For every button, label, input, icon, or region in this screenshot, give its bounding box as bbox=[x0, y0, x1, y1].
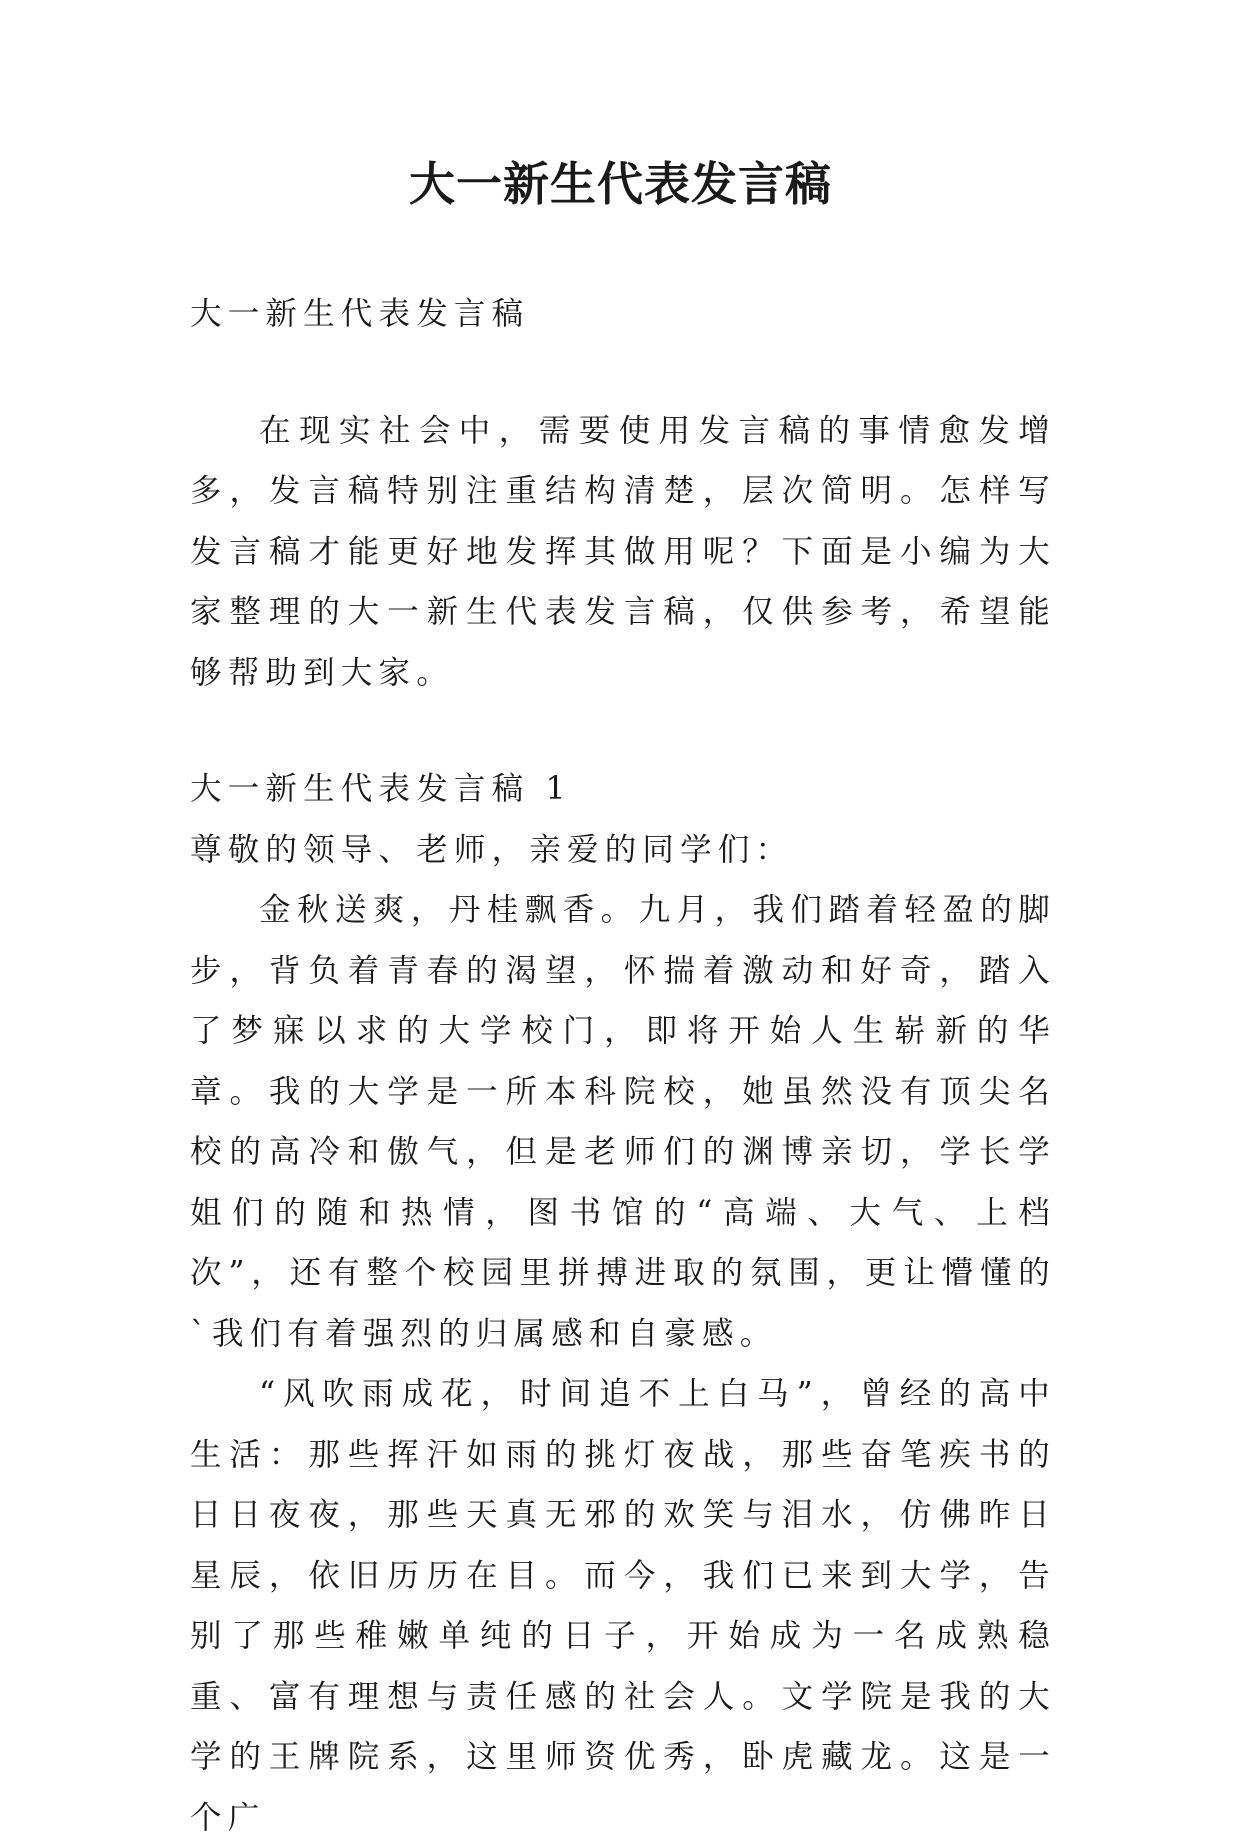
body-paragraph-1: 金秋送爽，丹桂飘香。九月，我们踏着轻盈的脚步，背负着青春的渴望，怀揣着激动和好奇，踏入了梦寐以求的大学校门，即将开始人生崭新的华章。我的大学是一所本科院校，她虽然没有顶尖名校的高冷和傲气，但是老师们的渊博亲切，学长学姐们的随和热情，图书馆的“高端、大气、上档次”，还有整个校园里拼搏进取的氛围，更让懵懂的`我们有着强烈的归属感和自豪感。 bbox=[190, 892, 1056, 1352]
intro-paragraph: 在现实社会中，需要使用发言稿的事情愈发增多，发言稿特别注重结构清楚，层次简明。怎样写发言稿才能更好地发挥其做用呢？下面是小编为大家整理的大一新生代表发言稿，仅供参考，希望能够帮助到大家。 bbox=[190, 412, 1056, 691]
salutation: 尊敬的领导、老师，亲爱的同学们： bbox=[190, 831, 794, 868]
document-body bbox=[190, 284, 1056, 1848]
document-title: 大一新生代表发言稿 bbox=[409, 157, 832, 211]
document-subtitle: 大一新生代表发言稿 bbox=[190, 296, 530, 332]
body-paragraph-2: “风吹雨成花，时间追不上白马”，曾经的高中生活：那些挥汗如雨的挑灯夜战，那些奋笔疾书的日日夜夜，那些天真无邪的欢笑与泪水，仿佛昨日星辰，依旧历历在目。而今，我们已来到大学，告别了那些稚嫩单纯的日子，开始成为一名成熟稳重、富有理想与责任感的社会人。文学院是我的大学的王牌院系，这里师资优秀，卧虎藏龙。这是一个广 bbox=[190, 1376, 1056, 1836]
section-heading: 大一新生代表发言稿 1 bbox=[190, 771, 572, 807]
